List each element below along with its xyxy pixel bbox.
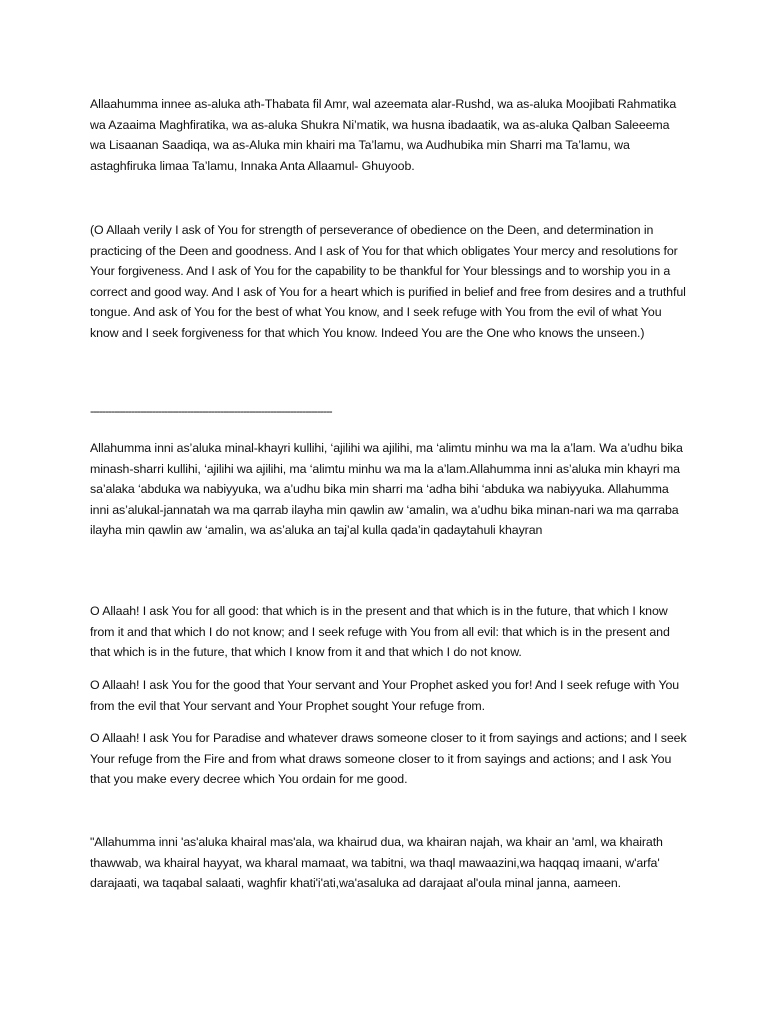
section-separator: ---------------------------------------------------------------------------------- [90, 404, 332, 418]
dua-transliteration-2: Allahumma inni as’aluka minal-khayri kullihi, ‘ajilihi wa ajilihi, ma ‘alimtu minhu wa ma la a’lam. Wa a’udhu bika minash-sharri kullihi, ‘ajilihi wa ajilihi, ma ‘alimtu minhu wa ma la a’lam.Allahumma inni as’aluka min khayri ma sa’alaka ‘abduka wa nabiyyuka, wa a’udhu bika min sharri ma ‘adha bihi ‘abduka wa nabiyyuka. Allahumma inni as’alukal-jannatah wa ma qarrab ilayha min qawlin aw ‘amalin, wa a’udhu bika minan-nari wa ma qarraba ilayha min qawlin aw ‘amalin, wa as’aluka an taj’al kulla qada’in qadaytahuli khayran [90, 441, 683, 538]
dua-transliteration-1: Allaahumma innee as-aluka ath-Thabata fil Amr, wal azeemata alar-Rushd, wa as-aluka Moojibati Rahmatika wa Azaaima Maghfiratika, wa as-aluka Shukra Ni’matik, wa husna ibadaatik, wa as-aluka Qalban Saleeema wa Lisaanan Saadiqa, wa as-Aluka min khairi ma Ta’lamu, wa Audhubika min Sharri ma Ta’lamu, wa astaghfiruka limaa Ta’lamu, Innaka Anta Allaamul- Ghuyoob. [90, 97, 677, 173]
dua-transliteration-3: "Allahumma inni 'as'aluka khairal mas'ala, wa khairud dua, wa khairan najah, wa khair an 'aml, wa khairath thawwab, wa khairal hayyat, wa kharal mamaat, wa tabitni, wa thaql mawaazini,wa haqqaq imaani, w'arfa' darajaati, wa taqabal salaati, waghfir khati'i'ati,wa'asaluka ad darajaat al'oula minal janna, aameen. [90, 835, 663, 891]
dua-translation-2c: O Allaah! I ask You for Paradise and whatever draws someone closer to it from sayings and actions; and I seek Your refuge from the Fire and from what draws someone closer to it from sayings and actions; and I ask You that you make every decree which You ordain for me good. [90, 731, 687, 787]
dua-translation-1: (O Allaah verily I ask of You for strength of perseverance of obedience on the Deen, and determination in practicing of the Deen and goodness. And I ask of You for that which obligates Your mercy and resolutions for Your forgiveness. And I ask of You for the capability to be thankful for Your blessings and to worship you in a correct and good way. And I ask of You for a heart which is purified in belief and free from desires and a truthful tongue. And ask of You for the best of what You know, and I seek refuge with You from the evil of what You know and I seek forgiveness for that which You know. Indeed You are the One who knows the unseen.) [90, 223, 686, 340]
dua-translation-2b: O Allaah! I ask You for the good that Your servant and Your Prophet asked you for! And I seek refuge with You from the evil that Your servant and Your Prophet sought Your refuge from. [90, 678, 680, 713]
dua-translation-2a: O Allaah! I ask You for all good: that which is in the present and that which is in the future, that which I know from it and that which I do not know; and I seek refuge with You from all evil: that which is in the present and that which is in the future, that which I know from it and that which I do not know. [90, 604, 670, 660]
